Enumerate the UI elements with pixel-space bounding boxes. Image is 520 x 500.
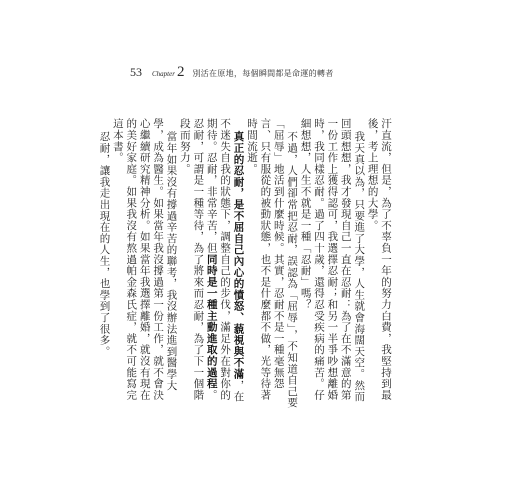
emphasis-true-endurance: 真正的忍耐，是不屈自己內心的憤怒、藐視與不滿 <box>232 130 245 380</box>
emphasis-active-process: 同時是一種主動進取的過程 <box>205 253 218 390</box>
paragraph-5: 當年如果沒有撐過辛苦的聯考，我沒辦法進到醫學大學，成為醫生。如果當年我沒撐過第一份工作，就不會決心繼續研究精神分析。如果當年我選擇離婚，就沒有現在的美好家庭。如果我沒有熬過帕金森氏症，就不可能寫完這本書。 <box>111 118 178 401</box>
paragraph-6: 忍耐，讓我走出現在的人生，也學到了很多。 <box>98 130 111 357</box>
paragraph-4-middle: ，在不迷失自我的狀態下，調整自己的步伐，滿足外在對你的期待。忍耐，非常辛苦，但 <box>205 118 245 402</box>
paragraph-4-end: 。忍耐，可謂是一種等待，為了將來而忍耐，為了下一個階段而努力。 <box>178 118 218 401</box>
paragraph-2: 我天真以為，只要進了大學，人生就會海闊天空。然而回頭想想，我才發現自己一直在忍耐：為了在不滿意的第一份工作上獲得認可，我選擇忍耐；和另一半爭吵想離婚時，我同樣忍耐。過了四十歲，還得忍受疾病的痛苦。仔細想想，人生不就是一種「忍耐」嗎？ <box>299 118 366 402</box>
body-text <box>98 118 392 410</box>
running-header <box>130 64 334 80</box>
page-number: 53 <box>130 65 142 79</box>
paragraph-4 <box>178 118 245 410</box>
chapter-title: 別活在原地，每個瞬間都是命運的轉者 <box>192 69 334 78</box>
chapter-label: Chapter <box>152 70 175 78</box>
paragraph-1: 汗直流，但是，為了不辜負一年的努力白費，我堅持到最後，考上理想的大學。 <box>366 118 392 401</box>
paragraph-3: 不過，人們卻常把忍耐，誤認為「屈辱」，不知道自己要「屈辱」地活到什麼時候。其實，忍耐不是一種毫無怨言、只有服從的被動狀態，也不是什麼都不做，光等待著時間流逝。 <box>245 118 299 408</box>
chapter-number: 2 <box>176 64 185 80</box>
